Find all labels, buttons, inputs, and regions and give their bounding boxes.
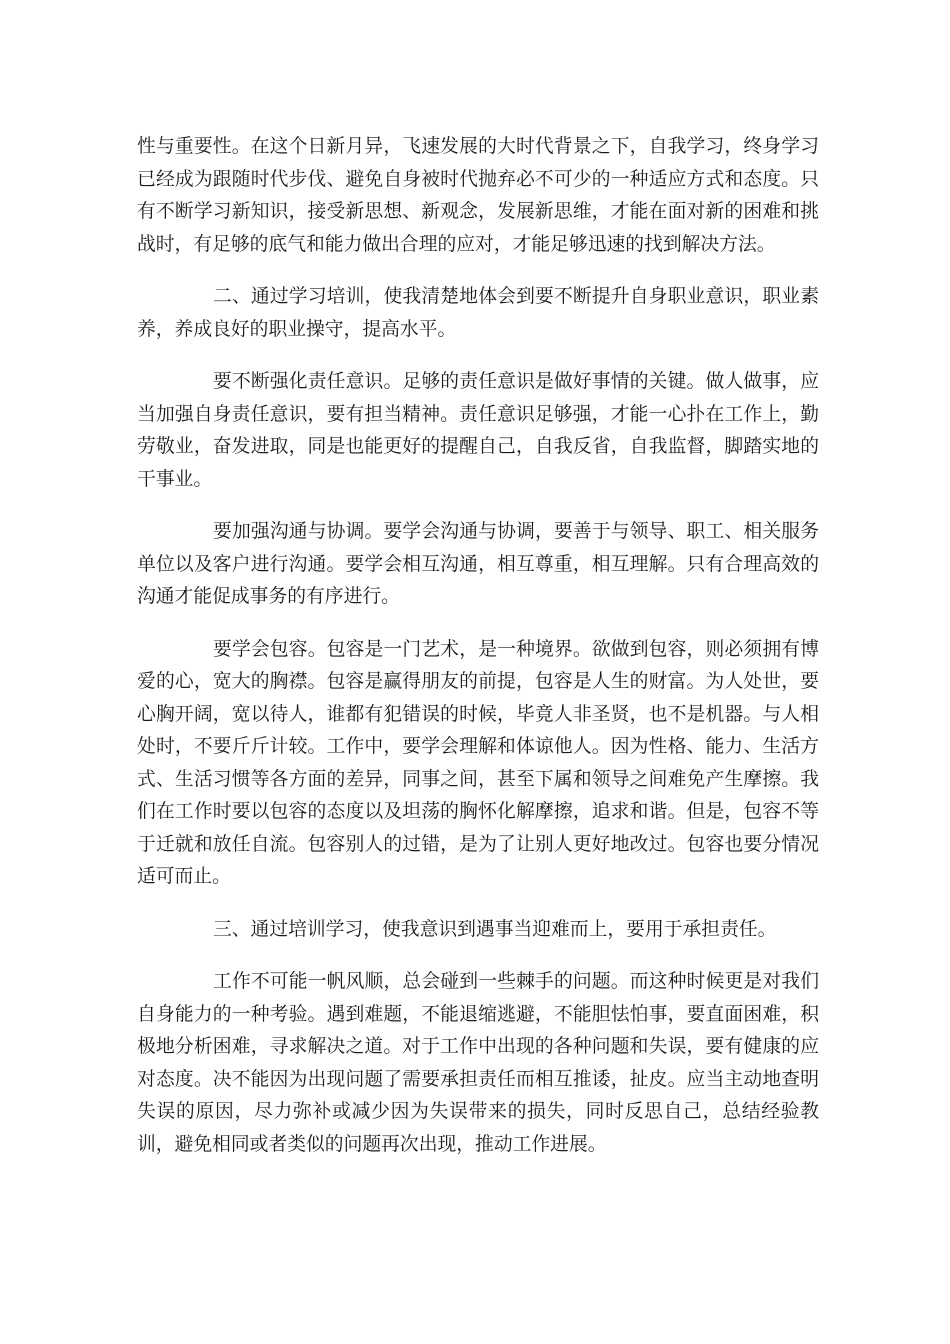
paragraph-communication: 要加强沟通与协调。要学会沟通与协调，要善于与领导、职工、相关服务单位以及客户进行沟通。要学会相互沟通，相互尊重，相互理解。只有合理高效的沟通才能促成事务的有序进行。 [137, 521, 819, 607]
paragraph-tolerance: 要学会包容。包容是一门艺术，是一种境界。欲做到包容，则必须拥有博爱的心，宽大的胸襟。包容是赢得朋友的前提，包容是人生的财富。为人处世，要心胸开阔，宽以待人，谁都有犯错误的时候，毕竟人非圣贤，也不是机器。与人相处时，不要斤斤计较。工作中，要学会理解和体谅他人。因为性格、能力、生活方式、生活习惯等各方面的差异，同事之间，甚至下属和领导之间难免产生摩擦。我们在工作时要以包容的态度以及坦荡的胸怀化解摩擦，追求和谐。但是，包容不等于迁就和放任自流。包容别人的过错，是为了让别人更好地改过。包容也要分情况适可而止。 [137, 638, 819, 887]
paragraph-1: 性与重要性。在这个日新月异，飞速发展的大时代背景之下，自我学习，终身学习已经成为跟随时代步伐、避免自身被时代抛弃必不可少的一种适应方式和态度。只有不断学习新知识，接受新思想、新观念，发展新思维，才能在面对新的困难和挑战时，有足够的底气和能力做出合理的应对，才能足够迅速的找到解决方法。 [137, 136, 819, 255]
section-heading-two: 二、通过学习培训，使我清楚地体会到要不断提升自身职业意识，职业素养，养成良好的职业操守，提高水平。 [137, 286, 819, 340]
document-body [137, 131, 819, 1181]
paragraph-challenges: 工作不可能一帆风顺，总会碰到一些棘手的问题。而这种时候更是对我们自身能力的一种考验。遇到难题，不能退缩逃避，不能胆怯怕事，要直面困难，积极地分析困难，寻求解决之道。对于工作中出现的各种问题和失误，要有健康的应对态度。决不能因为出现问题了需要承担责任而相互推诿，扯皮。应当主动地查明失误的原因，尽力弥补或减少因为失误带来的损失，同时反思自己，总结经验教训，避免相同或者类似的问题再次出现，推动工作进展。 [137, 971, 819, 1155]
paragraph-responsibility: 要不断强化责任意识。足够的责任意识是做好事情的关键。做人做事，应当加强自身责任意识，要有担当精神。责任意识足够强，才能一心扑在工作上，勤劳敬业，奋发进取，同是也能更好的提醒自己，自我反省，自我监督，脚踏实地的干事业。 [137, 371, 819, 490]
section-heading-three: 三、通过培训学习，使我意识到遇事当迎难而上，要用于承担责任。 [213, 918, 777, 940]
